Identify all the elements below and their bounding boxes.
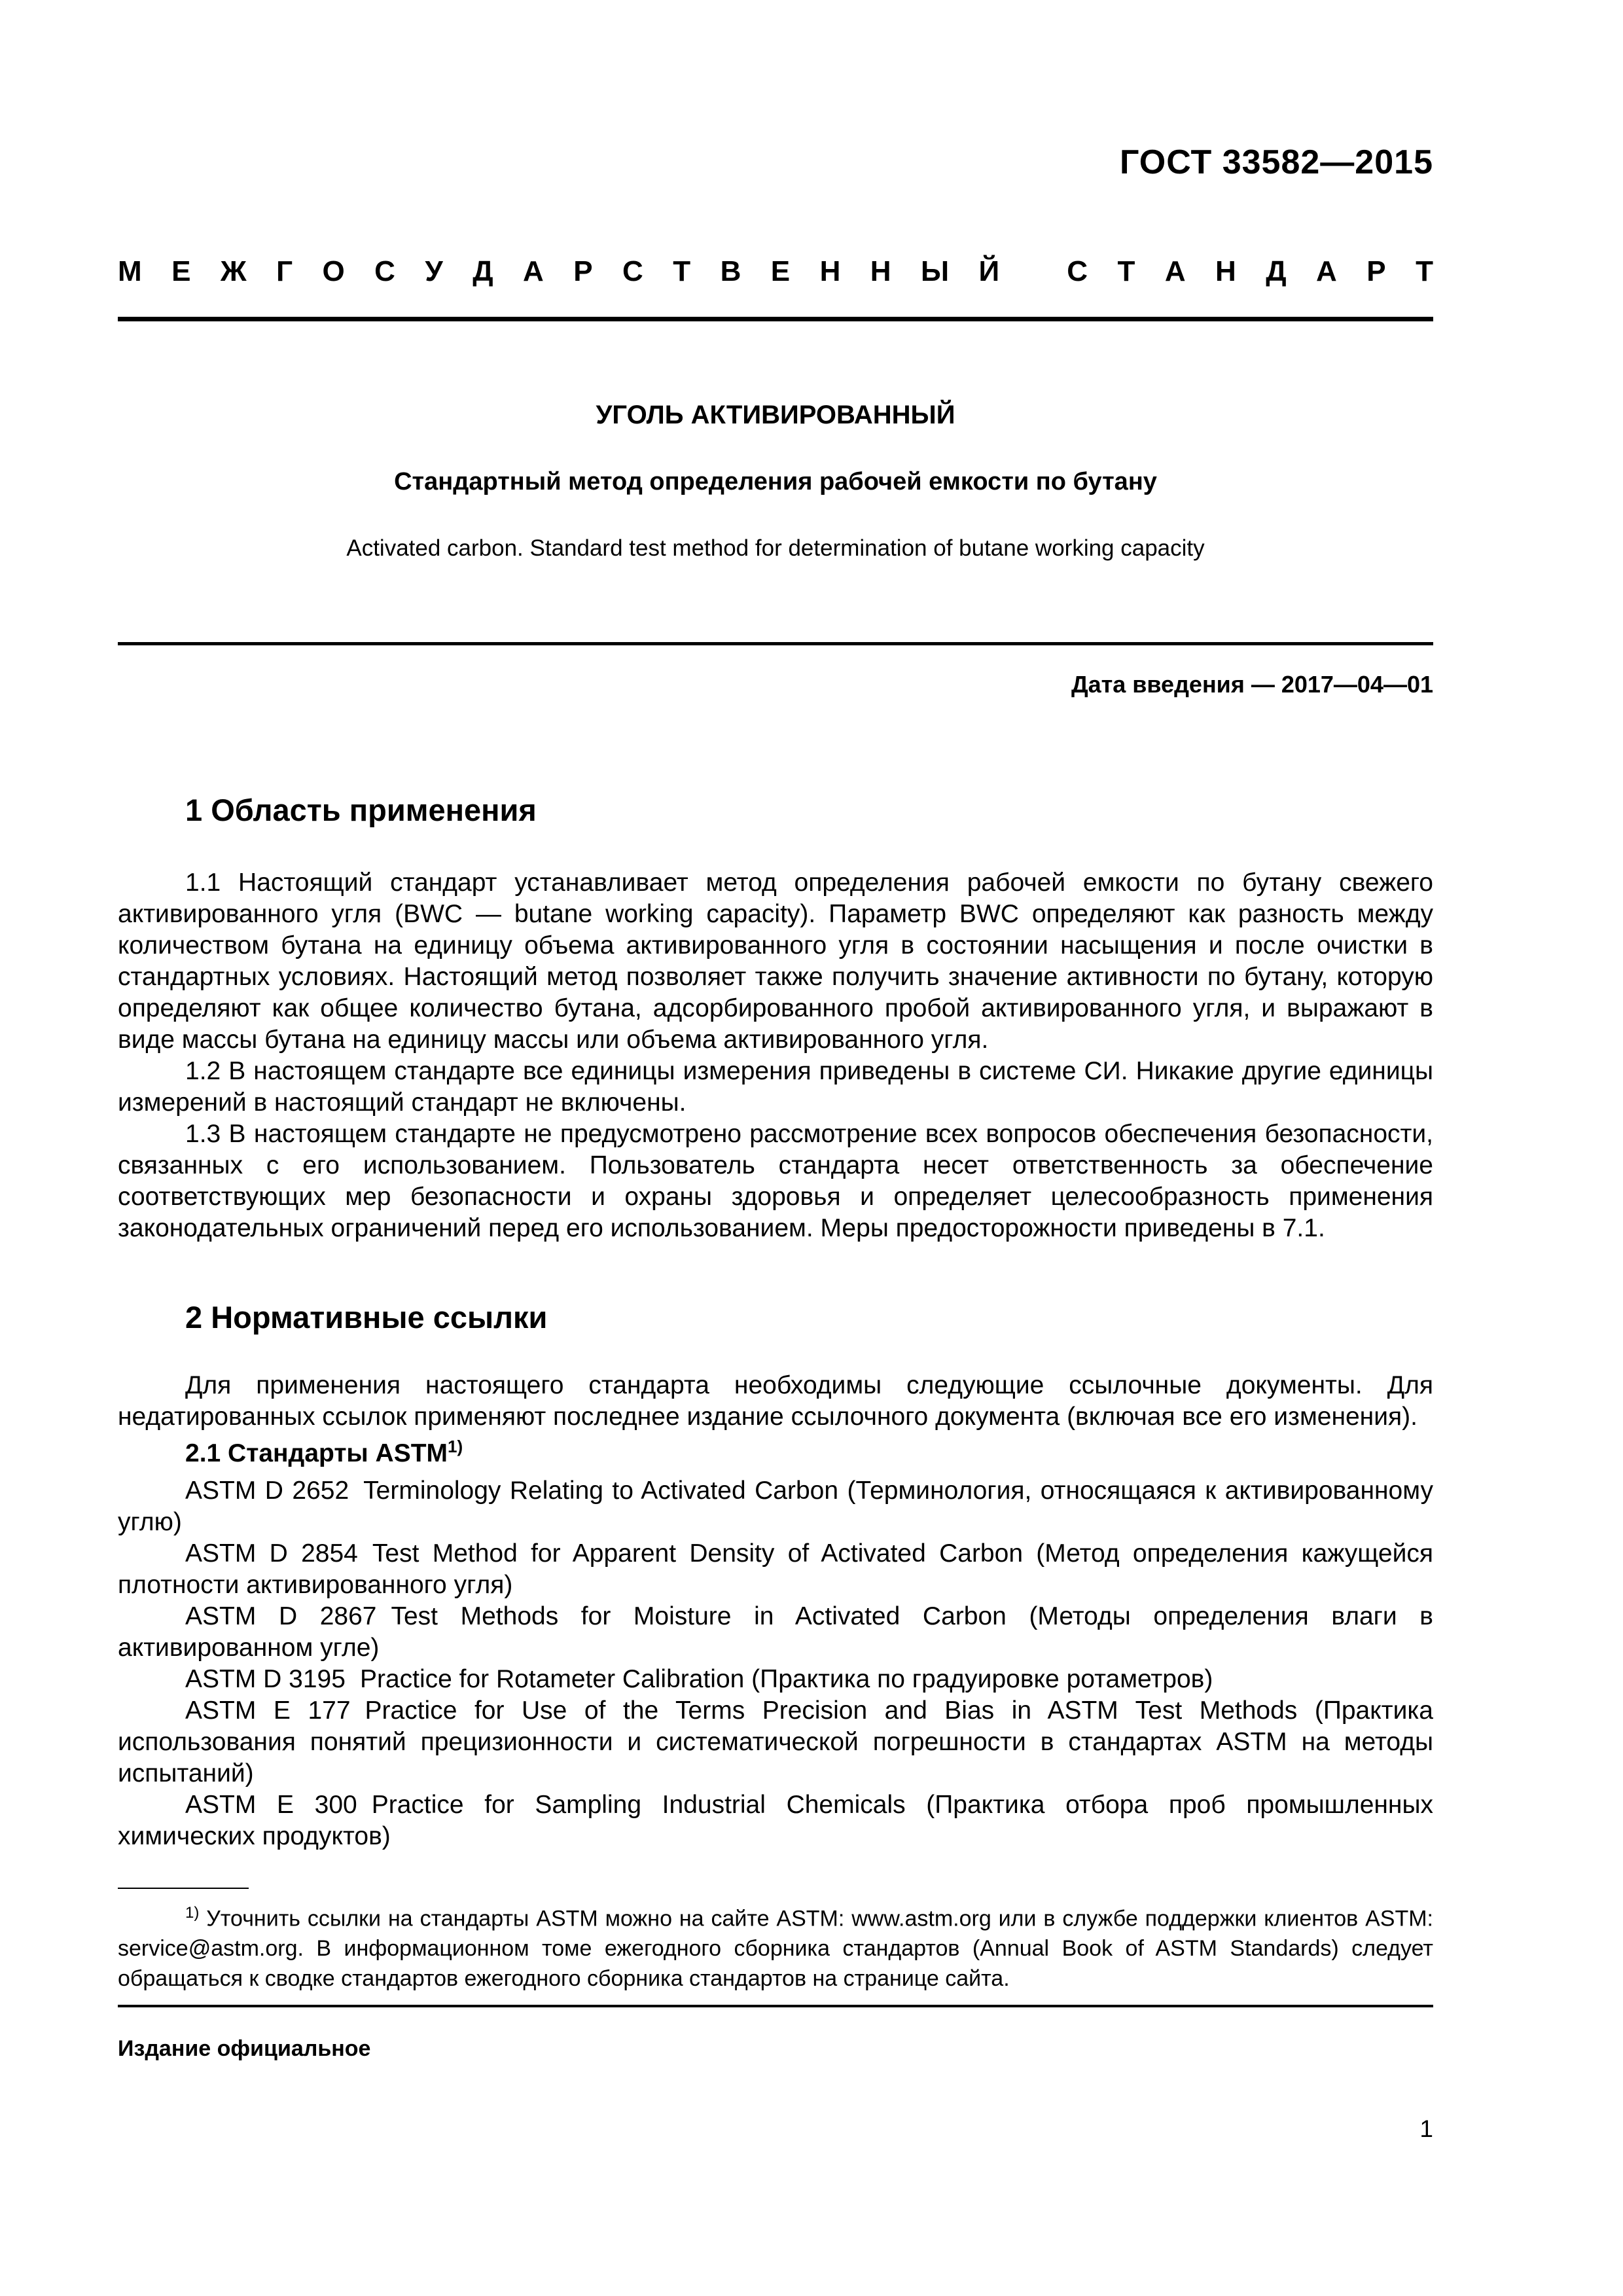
interstate-letter: Р [1366, 255, 1386, 287]
interstate-letter: А [1316, 255, 1337, 287]
interstate-letter: Н [819, 255, 841, 287]
reference-code: ASTM D 2652 [185, 1477, 349, 1505]
interstate-letter: Т [1117, 255, 1135, 287]
interstate-letter: С [374, 255, 395, 287]
interstate-letter: О [322, 255, 345, 287]
interstate-letter: М [118, 255, 142, 287]
reference-code: ASTM E 177 [185, 1696, 351, 1725]
interstate-word-gap [1029, 255, 1037, 288]
interstate-letter: У [425, 255, 443, 287]
reference-text: Test Method for Apparent Density of Activated Carbon (Метод определения кажущейся плотности активированного угля) [118, 1539, 1433, 1599]
official-edition-label: Издание официальное [118, 2036, 371, 2061]
header-divider [118, 317, 1433, 321]
reference-list [118, 1475, 1433, 1852]
paragraph-1-3: 1.3 В настоящем стандарте не предусмотрено рассмотрение всех вопросов обеспечения безопасности, связанных с его использованием. Пользователь стандарта несет ответственность за обеспечение соответствующих мер безопасности и охраны здоровья и определяет целесообразность применения законодательных ограничений перед его использованием. Меры предосторожности приведены в 7.1. [118, 1120, 1433, 1242]
paragraph-1-1: 1.1 Настоящий стандарт устанавливает метод определения рабочей емкости по бутану свежего активированного угля (BWC — butane working capacity). Параметр BWC определяют как разность между количеством бутана на единицу объема активированного угля в состоянии насыщения и после очистки в стандартных условиях. Настоящий метод позволяет также получить значение активности по бутану, которую определяют как общее количество бутана, адсорбированного пробой активированного угля, и выражают в виде массы бутана на единицу массы или объема активированного угля. [118, 869, 1433, 1054]
reference-text: Test Methods for Moisture in Activated Carbon (Методы определения влаги в активированном угле) [118, 1602, 1433, 1662]
interstate-letter: Г [276, 255, 293, 287]
interstate-letter: С [622, 255, 643, 287]
reference-item [118, 1664, 1433, 1695]
footer-divider [118, 2005, 1433, 2007]
section-2-intro: Для применения настоящего стандарта необходимы следующие ссылочные документы. Для недатированных ссылок применяют последнее издание ссылочного документа (включая все его изменения). [118, 1371, 1433, 1431]
document-english-title: Activated carbon. Standard test method for determination of butane working capacity [346, 535, 1205, 561]
reference-item [118, 1789, 1433, 1852]
reference-item [118, 1475, 1433, 1538]
reference-item [118, 1695, 1433, 1789]
reference-code: ASTM D 3195 [185, 1665, 346, 1693]
interstate-letter: А [523, 255, 544, 287]
footnote-marker[interactable]: 1) [448, 1437, 463, 1456]
footnote-separator [118, 1888, 249, 1889]
interstate-letter: Ж [220, 255, 247, 287]
footnote [118, 1898, 1433, 1994]
interstate-letter: Т [1416, 255, 1433, 287]
interstate-letter: Е [770, 255, 791, 287]
page-number: 1 [1419, 2115, 1433, 2142]
gost-number: ГОСТ 33582—2015 [1120, 143, 1433, 181]
reference-code: ASTM D 2854 [185, 1539, 358, 1568]
reference-code: ASTM D 2867 [185, 1602, 377, 1630]
interstate-letter: С [1067, 255, 1088, 287]
document-title: УГОЛЬ АКТИВИРОВАННЫЙ [596, 401, 955, 429]
interstate-letter: Й [978, 255, 1000, 287]
interstate-letter: Н [870, 255, 891, 287]
subsection-2-1-title: 2.1 Стандарты ASTM [185, 1439, 448, 1467]
interstate-letter: Д [473, 255, 493, 287]
interstate-letter: Ы [921, 255, 950, 287]
interstate-standard-label [118, 255, 1433, 288]
document-subtitle: Стандартный метод определения рабочей емкости по бутану [394, 468, 1157, 495]
reference-item [118, 1538, 1433, 1601]
interstate-letter: Е [171, 255, 191, 287]
interstate-letter: Р [573, 255, 593, 287]
interstate-letter: Н [1215, 255, 1236, 287]
reference-text: Practice for Use of the Terms Precision and Bias in ASTM Test Methods (Практика использования понятий прецизионности и систематической погрешности в стандартах ASTM на методы испытаний) [118, 1696, 1433, 1787]
reference-code: ASTM E 300 [185, 1791, 357, 1819]
section-2-heading: 2 Нормативные ссылки [185, 1300, 548, 1335]
reference-text: Practice for Sampling Industrial Chemicals (Практика отбора проб промышленных химических продуктов) [118, 1791, 1433, 1850]
subsection-2-1-heading [185, 1437, 463, 1468]
section-1-heading: 1 Область применения [185, 793, 537, 827]
reference-text: Terminology Relating to Activated Carbon (Терминология, относящаяся к активированному углю) [118, 1477, 1433, 1536]
footnote-text: Уточнить ссылки на стандарты ASTM можно на сайте ASTM: www.astm.org или в службе поддержки клиентов ASTM: service@astm.org. В информационном томе ежегодного сборника стандартов (Annual Book of ASTM Standards) следует обращаться к сводке стандартов ежегодного сборника стандартов на странице сайта. [118, 1906, 1433, 1992]
introduction-date: Дата введения — 2017—04—01 [1071, 671, 1433, 698]
title-divider [118, 642, 1433, 645]
footnote-number: 1) [185, 1904, 200, 1922]
paragraph-1-2: 1.2 В настоящем стандарте все единицы измерения приведены в системе СИ. Никакие другие единицы измерений в настоящий стандарт не включены. [118, 1057, 1433, 1117]
interstate-letter: Т [673, 255, 691, 287]
interstate-letter: А [1164, 255, 1186, 287]
reference-text: Practice for Rotameter Calibration (Практика по градуировке ротаметров) [359, 1665, 1213, 1693]
interstate-letter: В [720, 255, 741, 287]
interstate-letter: Д [1266, 255, 1287, 287]
reference-item [118, 1601, 1433, 1664]
